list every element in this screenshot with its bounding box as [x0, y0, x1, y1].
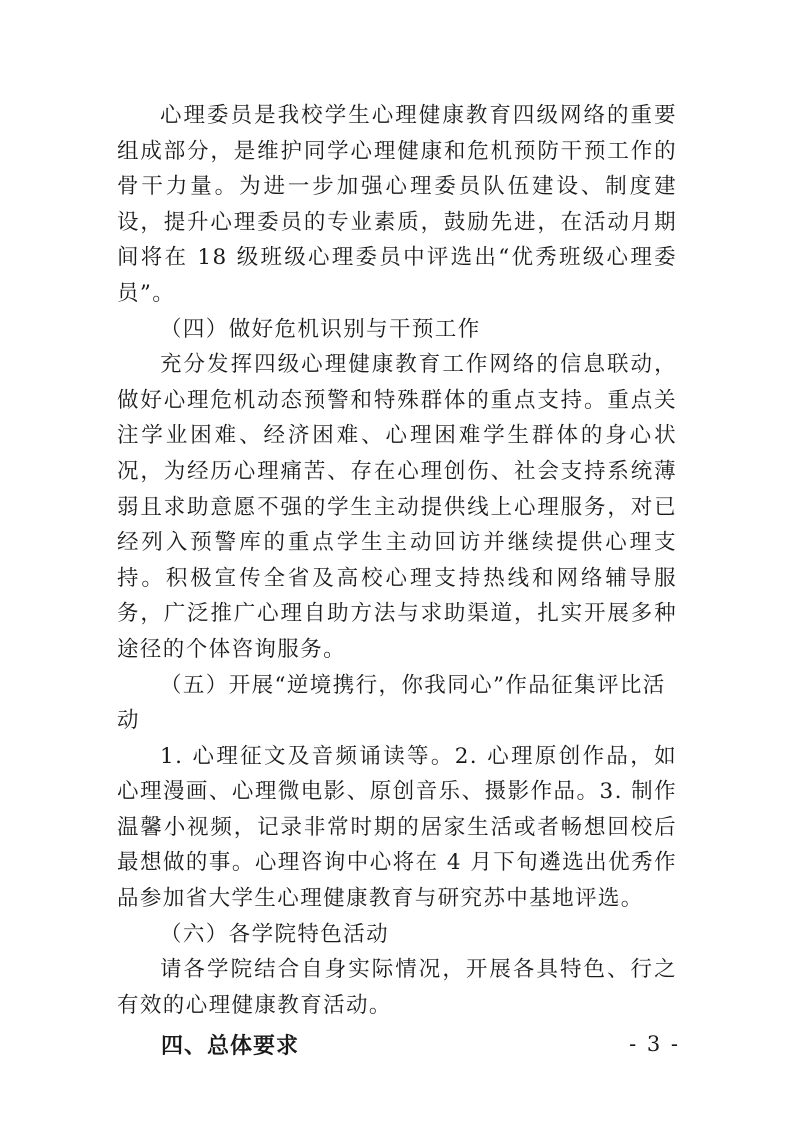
paragraph-psych-committee: 心理委员是我校学生心理健康教育四级网络的重要组成部分，是维护同学心理健康和危机预防干预工作的骨干力量。为进一步加强心理委员队伍建设、制度建设，提升心理委员的专业素质，鼓励先进，在活动月期间将在 18 级班级心理委员中评选出“优秀班级心理委员”。 [117, 103, 677, 306]
section-heading-general-requirements: 四、总体要求 [161, 1034, 300, 1060]
document-body [117, 98, 677, 1065]
page-number: - 3 - [629, 1032, 680, 1056]
paragraph-college-activities: 请各学院结合自身实际情况，开展各具特色、行之有效的心理健康教育活动。 [117, 957, 677, 1018]
subheading-college-activities: （六）各学院特色活动 [160, 921, 390, 947]
paragraph-crisis-intervention: 充分发挥四级心理健康教育工作网络的信息联动，做好心理危机动态预警和特殊群体的重点支持。重点关注学业困难、经济困难、心理困难学生群体的身心状况，为经历心理痛苦、存在心理创伤、社会支持系统薄弱且求助意愿不强的学生主动提供线上心理服务，对已经列入预警库的重点学生主动回访并继续提供心理支持。积极宣传全省及高校心理支持热线和网络辅导服务，广泛推广心理自助方法与求助渠道，扎实开展多种途径的个体咨询服务。 [117, 352, 677, 662]
subheading-crisis-intervention: （四）做好危机识别与干预工作 [160, 316, 481, 342]
paragraph-works-collection: 1. 心理征文及音频诵读等。2. 心理原创作品，如心理漫画、心理微电影、原创音乐、摄影作品。3. 制作温馨小视频，记录非常时期的居家生活或者畅想回校后最想做的事。心理咨询中心将在 4 月下旬遴选出优秀作品参加省大学生心理健康教育与研究苏中基地评选。 [117, 743, 677, 912]
subheading-works-collection: （五）开展“逆境携行，你我同心”作品征集评比活动 [117, 672, 666, 734]
